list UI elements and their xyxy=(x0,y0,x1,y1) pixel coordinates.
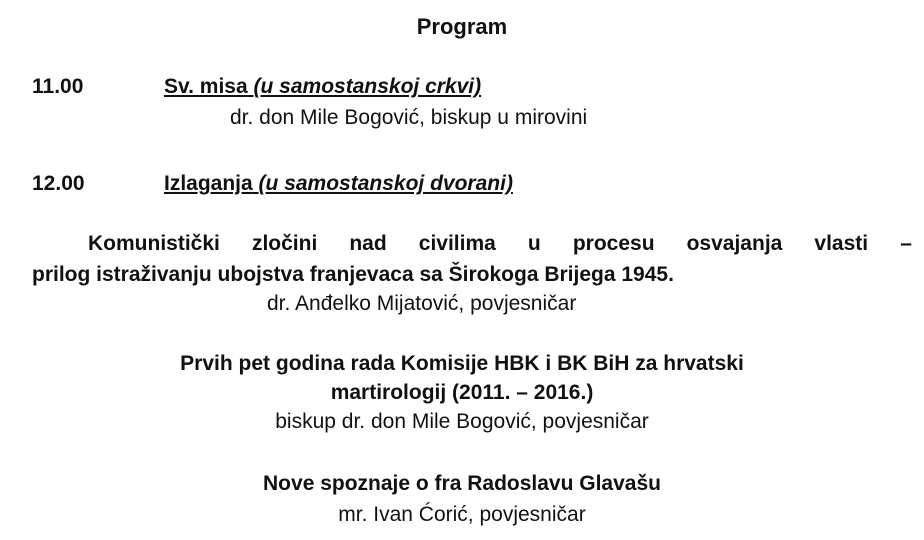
talk-title-line: martirologij (2011. – 2016.) xyxy=(330,381,594,404)
talk-title-word: civilima xyxy=(418,232,496,255)
talk-title-word: zločini xyxy=(251,232,318,255)
talk-speaker: biskup dr. don Mile Bogović, povjesničar xyxy=(275,410,649,433)
talk-title-line: Nove spoznaje o fra Radoslavu Glavašu xyxy=(263,472,661,495)
schedule-item-location: (u samostanskoj crkvi) xyxy=(253,75,482,98)
schedule-item-title xyxy=(164,75,481,99)
schedule-item-label: Izlaganja xyxy=(164,172,253,195)
talk-speaker: dr. Anđelko Mijatović, povjesničar xyxy=(267,292,577,315)
schedule-item-label: Sv. misa xyxy=(164,75,248,98)
schedule-time: 12.00 xyxy=(32,172,85,195)
schedule-item-location: (u samostanskoj dvorani) xyxy=(258,172,513,195)
talk-title-line xyxy=(88,232,912,256)
talk-title-word: nad xyxy=(349,232,387,255)
schedule-speaker: dr. don Mile Bogović, biskup u mirovini xyxy=(230,106,588,129)
talk-title-word: – xyxy=(900,232,912,255)
talk-title-line: prilog istraživanju ubojstva franjevaca sa Širokoga Brijega 1945. xyxy=(32,263,674,286)
talk-title-line: Prvih pet godina rada Komisije HBK i BK BiH za hrvatski xyxy=(180,352,744,375)
talk-title-word: procesu xyxy=(572,232,655,255)
schedule-time: 11.00 xyxy=(32,75,84,98)
talk-title-word: Komunistički xyxy=(88,232,220,255)
talk-title-word: vlasti xyxy=(814,232,869,255)
page-title: Program xyxy=(416,14,508,39)
talk-speaker: mr. Ivan Ćorić, povjesničar xyxy=(338,503,586,526)
talk-title-word: osvajanja xyxy=(686,232,783,255)
talk-title-word: u xyxy=(527,232,541,255)
schedule-item-title xyxy=(164,172,513,196)
